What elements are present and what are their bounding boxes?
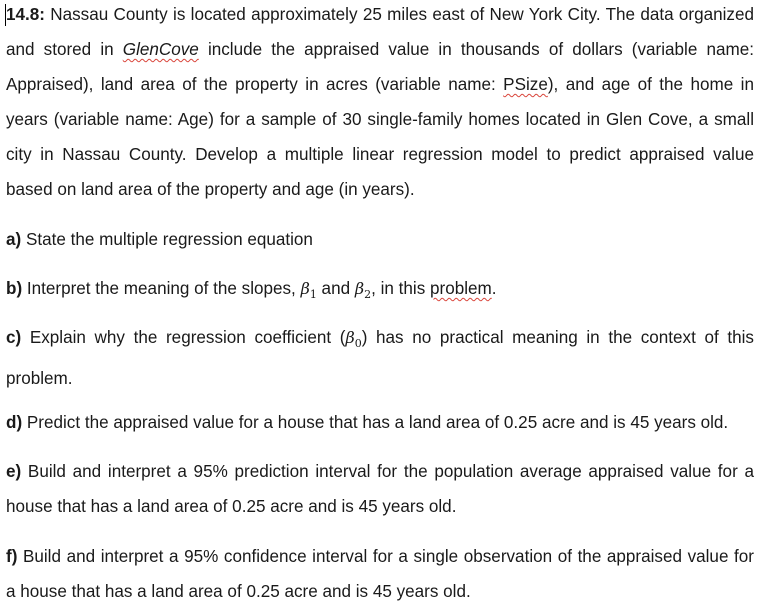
question-c [6, 320, 754, 396]
question-c-label: c) [6, 328, 22, 347]
question-a-text: State the multiple regression equation [21, 230, 313, 249]
question-b-text-4: . [491, 279, 497, 298]
dataset-name: GlenCove [122, 40, 199, 59]
intro-text-2: include the appraised value in thousands of dollars (variable name: Appraised), land area of the property in acres (variable name: [6, 40, 754, 94]
problem-statement [6, 0, 754, 207]
question-d [6, 405, 754, 440]
question-a-label: a) [6, 230, 22, 249]
question-b-text-3: , in this [371, 279, 430, 298]
question-d-text: Predict the appraised value for a house that has a land area of 0.25 acre and is 45 years old. [22, 413, 729, 432]
question-d-label: d) [6, 413, 23, 432]
variable-psize: PSize [503, 75, 548, 94]
question-e-label: e) [6, 462, 22, 481]
question-f-label: f) [6, 547, 18, 566]
beta-2-symbol: $\beta_2$ [354, 279, 372, 302]
intro-text-3: ), and age of the home in years (variable name: Age) for a sample of 30 single-family homes located in Glen Cove, a small city in Nassau County. Develop a multiple linear regression model to predict appraised value based on land area of the property and age (in years). [6, 75, 754, 199]
question-b-text-1: Interpret the meaning of the slopes, [22, 279, 301, 298]
question-c-text-1: Explain why the regression coefficient ( [21, 328, 346, 347]
intro-text-1: Nassau County is located approximately 25 miles east of New York City. The data organized and stored in [6, 5, 754, 59]
beta-0-symbol: $\beta_0$ [345, 328, 362, 351]
question-b-label: b) [6, 279, 23, 298]
problem-word: problem [430, 279, 492, 298]
problem-number: 14.8: [6, 5, 45, 24]
question-e [6, 454, 754, 524]
question-a [6, 222, 754, 257]
question-c-text-2: ) has no practical meaning in the context of this problem. [6, 328, 754, 389]
beta-1-symbol: $\beta_1$ [300, 279, 317, 302]
question-b-text-2: and [316, 279, 355, 298]
question-f-text: Build and interpret a 95% confidence interval for a single observation of the appraised value for a house that has a land area of 0.25 acre and is 45 years old. [6, 547, 754, 601]
question-b [6, 271, 754, 312]
question-e-text: Build and interpret a 95% prediction interval for the population average appraised value for a house that has a land area of 0.25 acre and is 45 years old. [6, 462, 754, 516]
question-f [6, 539, 754, 609]
